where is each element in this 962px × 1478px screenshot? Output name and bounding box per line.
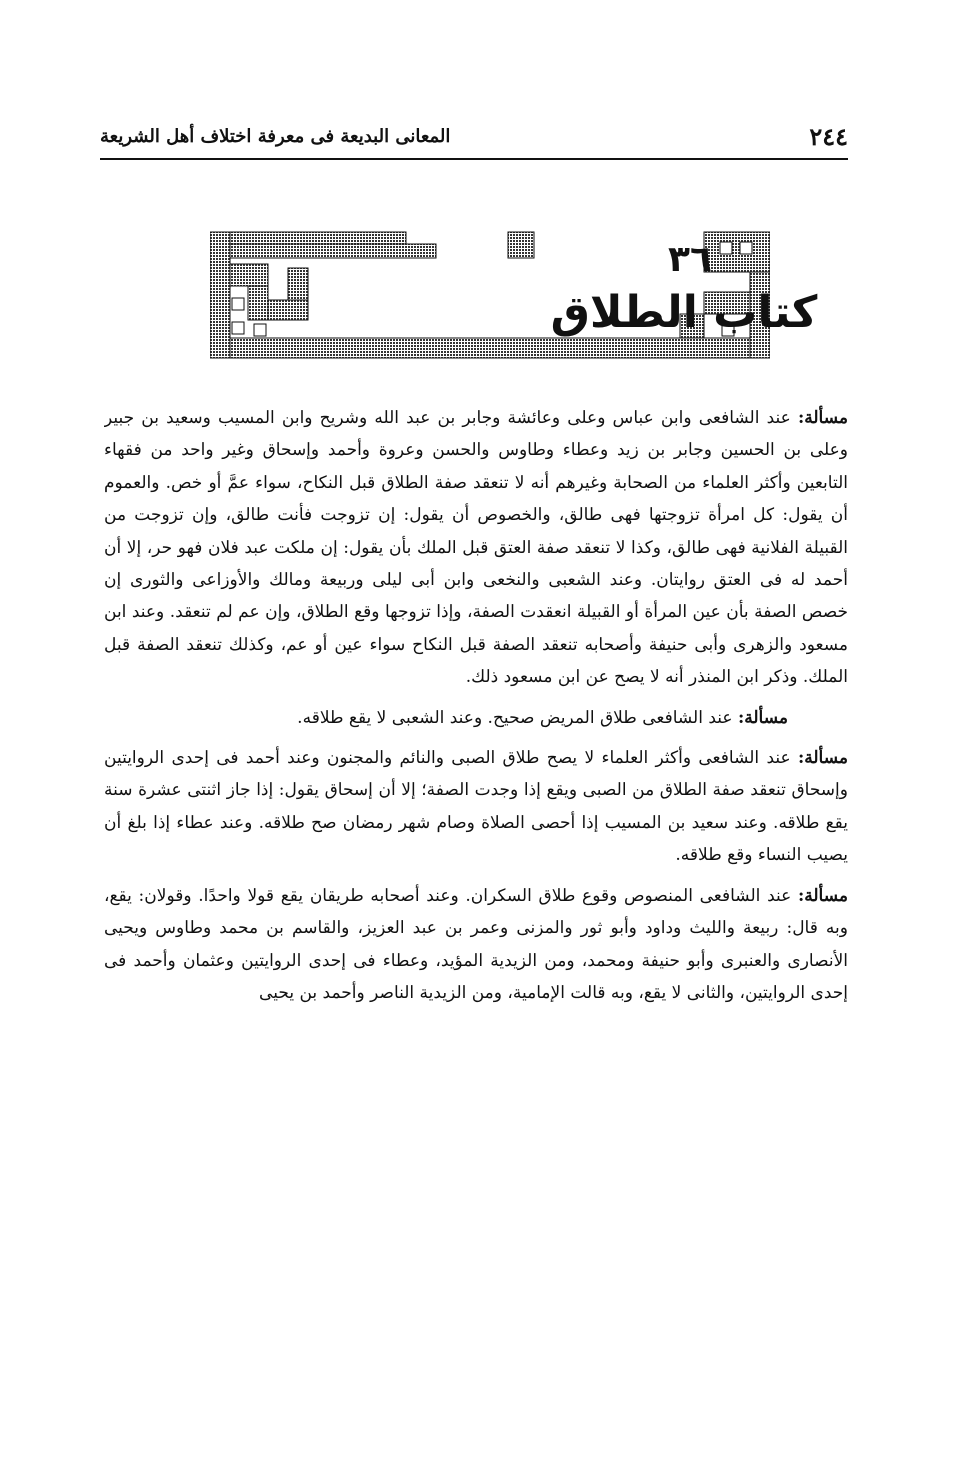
paragraph-text: عند الشافعى طلاق المريض صحيح. وعند الشعبى لا يقع طلاقه. <box>297 707 738 728</box>
issue-label: مسألة: <box>797 408 848 428</box>
paragraph <box>104 742 848 872</box>
paragraph <box>104 880 848 1010</box>
chapter-title: كتاب الطلاق <box>550 287 818 338</box>
chapter-number: ٣٦ <box>668 239 712 280</box>
paragraph-text: عند الشافعى وابن عباس وعلى وعائشة وجابر بن عبد الله وشريح وابن المسيب وسعيد بن جبير وعلى بن الحسين وجابر بن زيد وعطاء وطاوس والحسن وعروة وأحمد وإسحاق وغير واحد من فقهاء التابعين وأكثر العلماء من الصحابة وغيرهم أنه لا تنعقد صفة الطلاق قبل النكاح، سواء عمَّ أو خص. والعموم أن يقول: كل امرأة تزوجتها فهى طالق، والخصوص أن يقول: إن تزوجت فأنت طالق، وإن تزوجت من القبيلة الفلانية فهى طالق، وكذا لا تنعقد صفة العتق قبل الملك بأن يقول: إن ملكت عبد فلان فهو حر، إلا أن أحمد له فى العتق روايتان. وعند الشعبى والنخعى وابن أبى ليلى وربيعة ومالك والأوزاعى والثورى إن خصص الصفة بأن عين المرأة أو القبيلة انعقدت الصفة، وإذا تزوجها وقع الطلاق، وإن عم لم تنعقد. وعند ابن مسعود والزهرى وأبى حنيفة وأصحابه تنعقد الصفة قبل النكاح سواء عين أو عم، وكذلك تنعقد الصفة قبل الملك. وذكر ابن المنذر أنه لا يصح عن ابن مسعود ذلك. <box>104 408 848 688</box>
chapter-heading <box>210 228 818 360</box>
paragraph <box>104 402 848 694</box>
running-header <box>100 118 848 160</box>
issue-label: مسألة: <box>797 885 848 906</box>
issue-label: مسألة: <box>737 707 788 728</box>
running-title: المعانى البديعة فى معرفة اختلاف أهل الشريعة <box>100 126 451 147</box>
paragraph-text: عند الشافعى المنصوص وقوع طلاق السكران. وعند أصحابه طريقان يقع قولا واحدًا. وقولان: يقع، وبه قال: ربيعة والليث وداود وأبو ثور والمزنى وعمر بن عبد العزيز، والقاسم بن محمد وطاوس ويحيى الأنصارى والعنبرى وأبو حنيفة ومحمد، ومن الزيدية المؤيد، وعطاء فى إحدى الروايتين وعثمان وأحمد فى إحدى الروايتين، والثانى لا يقع، وبه قالت الإمامية، ومن الزيدية الناصر وأحمد بن يحيى <box>104 885 848 1003</box>
paragraph-text: عند الشافعى وأكثر العلماء لا يصح طلاق الصبى والنائم والمجنون وعند أحمد فى إحدى الروايتين وإسحاق تنعقد صفة الطلاق من الصبى ويقع إذا وجدت الصفة؛ إلا أن إسحاق يقول: إذا جاز اثنتى عشرة سنة يقع طلاقه. وعند سعيد بن المسيب إذا أحصى الصلاة وصام شهر رمضان صح طلاقه. وعند عطاء إذا بلغ أن يصيب النساء وقع طلاقه. <box>104 748 848 866</box>
paragraph <box>104 702 848 734</box>
issue-label: مسألة: <box>797 748 848 769</box>
page-number: ٢٤٤ <box>809 122 848 151</box>
body-text <box>104 402 848 1442</box>
